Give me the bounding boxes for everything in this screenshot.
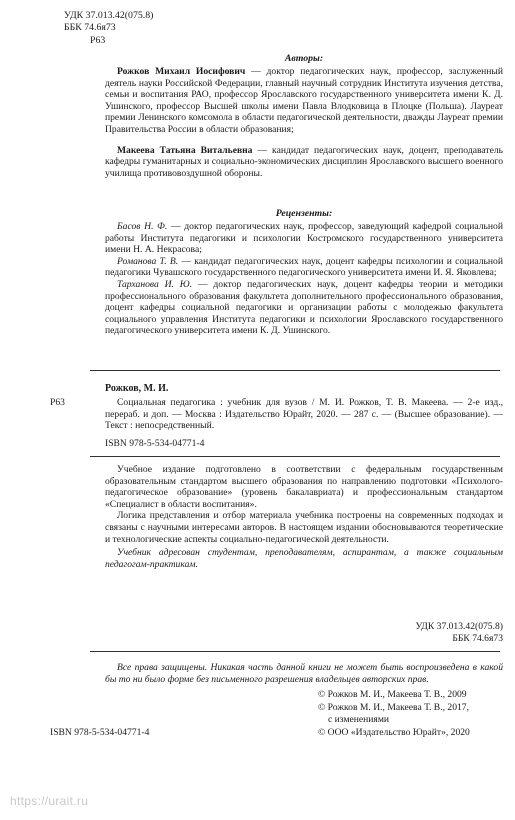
reviewer-entry — [105, 279, 503, 337]
authors-heading: Авторы: — [284, 53, 324, 64]
rights-notice: Все права защищены. Никакая часть данной книги не может быть воспроизведена в какой бы то ни было форме без письменного разрешения владельцев авторских прав. — [105, 662, 503, 685]
udk-code: УДК 37.013.42(075.8) — [415, 621, 503, 632]
catalog-codes — [64, 10, 264, 47]
watermark-link[interactable]: https://urait.ru — [10, 794, 89, 808]
divider — [90, 651, 500, 652]
isbn-bottom: ISBN 978-5-534-04771-4 — [50, 727, 150, 738]
copyrights — [318, 689, 508, 739]
author-name: Макеева Татьяна Витальевна — [117, 144, 253, 156]
copyright-line: © Рожков М. И., Макеева Т. В., 2017, — [318, 701, 469, 713]
annotation — [105, 464, 503, 570]
copyright-line: © Рожков М. И., Макеева Т. В., 2009 — [318, 689, 467, 700]
reviewers-section — [105, 221, 503, 337]
divider — [90, 370, 500, 371]
bbk-code: ББК 74.6я73 — [452, 633, 503, 644]
bib-description: Социальная педагогика : учебник для вузов / М. И. Рожков, Т. В. Макеева. — 2-е изд., перераб. и доп. — Москва : Издательство Юрайт, 2020. — 287 с. — (Высшее образование). — Текст : непосредственный. — [105, 397, 503, 432]
udk-code: УДК 37.013.42(075.8) — [64, 10, 154, 21]
reviewer-description: — доктор педагогических наук, профессор, заведующий кафедрой социальной работы Института педагогики и психологии Костромского государственного университета имени Н. А. Некрасова; — [105, 221, 503, 256]
reviewer-name: Романова Т. В. — [117, 255, 179, 267]
reviewer-description: — доктор педагогических наук, доцент кафедры теории и методики профессионального образования факультета дополнительного профессионального образования, доцент кафедры социальной педагогики и организации работы с молодежью факультета социального управления Института педагогики и психологии Ярославского государственного педагогического университета имени К. Д. Ушинского. — [105, 278, 503, 337]
copyright-line: © ООО «Издательство Юрайт», 2020 — [318, 726, 470, 738]
divider — [90, 456, 500, 457]
annotation-audience: Учебник адресован студентам, преподавателям, аспирантам, а также социальным педагогам-практикам. — [105, 547, 503, 570]
author-sign: Р63 — [90, 34, 106, 46]
bbk-code: ББК 74.6я73 — [64, 22, 116, 34]
reviewer-name: Басов Н. Ф. — [117, 221, 168, 232]
reviewer-entry — [105, 221, 503, 256]
bib-author: Рожков, М. И. — [105, 383, 169, 394]
right-catalog-codes — [380, 621, 503, 645]
author-name: Рожков Михаил Иосифович — [117, 66, 246, 77]
annotation-paragraph: Учебное издание подготовлено в соответствии с федеральным государственным образовательным стандартом высшего образования по направлению подготовки «Психолого-педагогическое образование» (уровень бакалавриата) и профессиональным стандартом «Специалист в области воспитания». — [105, 464, 503, 510]
authors-section — [105, 66, 503, 179]
annotation-paragraph: Логика представления и отбор материала учебника построены на современных подходах и связаны с научными интересами авторов. В настоящем издании обосновываются теоретические и технологические аспекты социально-педагогической деятельности. — [105, 510, 503, 545]
bib-isbn: ISBN 978-5-534-04771-4 — [105, 438, 205, 449]
bib-code: Р63 — [50, 397, 65, 408]
author-description: — кандидат педагогических наук, доцент, преподаватель кафедры гуманитарных и социально-экономических дисциплин Ярославского высшего военного училища противовоздушной обороны. — [105, 144, 503, 179]
author-entry — [105, 145, 503, 180]
reviewer-description: — кандидат педагогических наук, доцент кафедры психологии и социальной педагогики Чувашского государственного педагогического университета имени И. Я. Яковлева; — [105, 255, 503, 279]
copyright-line: с изменениями — [328, 714, 390, 726]
reviewers-heading: Рецензенты: — [275, 208, 333, 219]
reviewer-name: Тарханова И. Ю. — [117, 278, 193, 290]
author-description: — доктор педагогических наук, профессор, заслуженный деятель науки Российской Федерации, главный научный сотрудник Института изучения детства, семьи и воспитания РАО, профессор Ярославского государственного университета имени К. Д. Ушинского, профессор Высшей школы имени Павла Влодковица в Плоцке (Польша). Лауреат премии Ленинского комсомола в области педагогической деятельности, дважды Лауреат премии Правительства России в области образования; — [105, 66, 503, 135]
reviewer-entry — [105, 256, 503, 279]
author-entry — [105, 66, 503, 136]
